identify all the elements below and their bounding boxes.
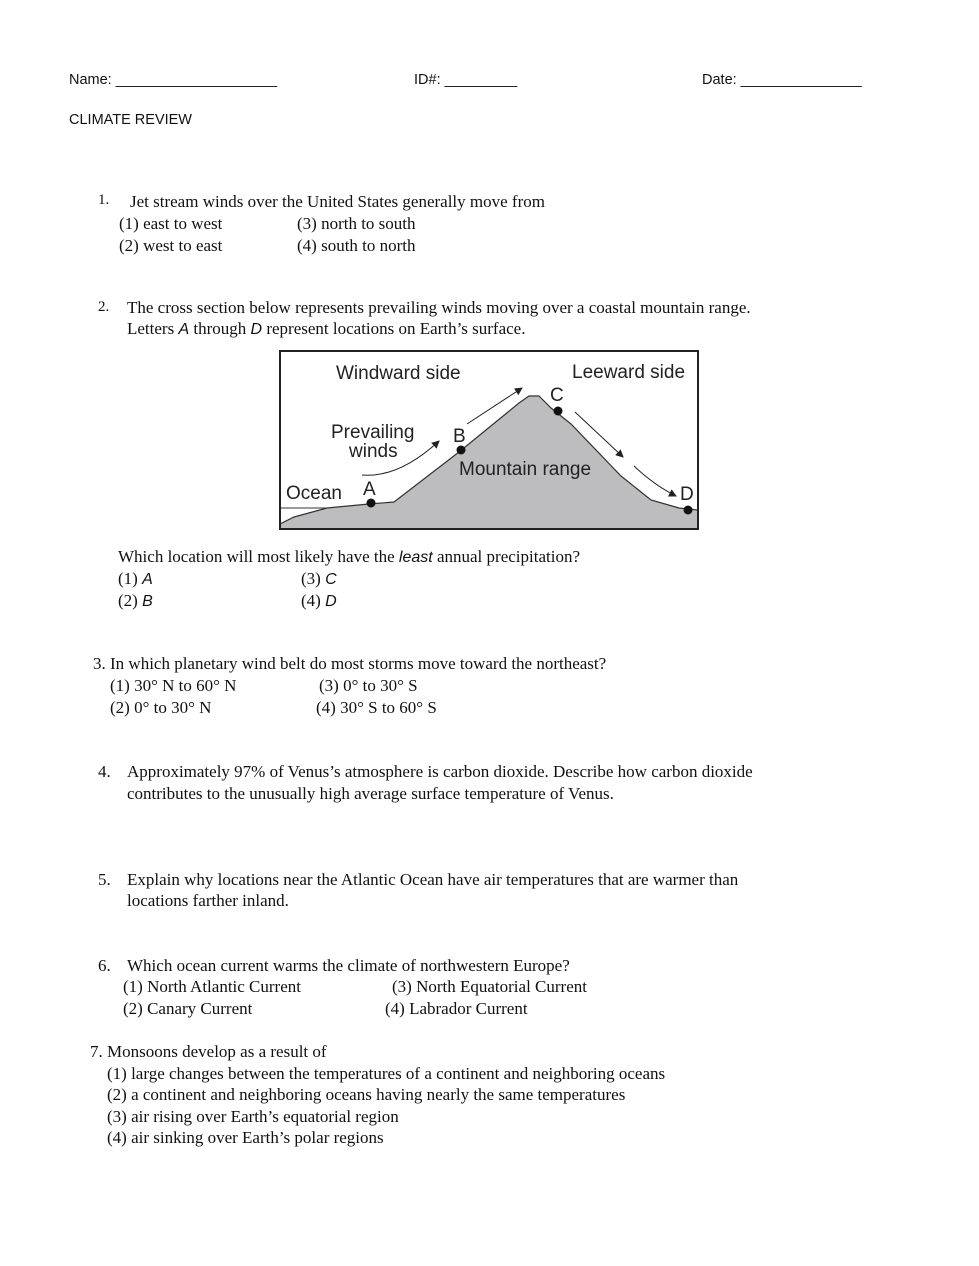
- q6-choice-1[interactable]: (1) North Atlantic Current: [123, 977, 301, 996]
- prevailing-label: Prevailing: [331, 422, 415, 443]
- q4-text-line2: contributes to the unusually high average surface temperature of Venus.: [127, 784, 614, 803]
- q7-choice-1[interactable]: (1) large changes between the temperatures of a continent and neighboring oceans: [107, 1064, 666, 1083]
- q6-text: Which ocean current warms the climate of northwestern Europe?: [127, 956, 570, 975]
- label-d: D: [680, 484, 694, 505]
- q7-choice-3[interactable]: (3) air rising over Earth’s equatorial region: [107, 1107, 399, 1126]
- q7-choice-4[interactable]: (4) air sinking over Earth’s polar regions: [107, 1128, 384, 1147]
- q2-text-line1: The cross section below represents prevailing winds moving over a coastal mountain range.: [127, 298, 751, 317]
- q2-choice-2[interactable]: (2) B: [118, 591, 153, 610]
- q1-choice-1[interactable]: (1) east to west: [119, 214, 223, 233]
- q5-text-line2: locations farther inland.: [127, 891, 289, 910]
- q6-choice-3[interactable]: (3) North Equatorial Current: [392, 977, 587, 996]
- q3-choice-4[interactable]: (4) 30° S to 60° S: [316, 698, 437, 717]
- q1-choice-3[interactable]: (3) north to south: [297, 214, 416, 233]
- q2-number: 2.: [98, 299, 110, 315]
- label-c: C: [550, 385, 564, 406]
- q3-choice-3[interactable]: (3) 0° to 30° S: [319, 676, 418, 695]
- mountain-cross-section-diagram: [279, 350, 699, 530]
- q2-choice-1[interactable]: (1) A: [118, 569, 153, 588]
- q2-text-line2: Letters A through D represent locations on Earth’s surface.: [127, 319, 526, 338]
- q3-text: 3. In which planetary wind belt do most storms move toward the northeast?: [93, 654, 607, 673]
- q1-choice-4[interactable]: (4) south to north: [297, 236, 416, 255]
- mountain-label: Mountain range: [459, 459, 592, 480]
- q7-choice-2[interactable]: (2) a continent and neighboring oceans having nearly the same temperatures: [107, 1085, 626, 1104]
- leeward-label: Leeward side: [572, 362, 686, 383]
- name-field[interactable]: Name: ____________________: [69, 72, 278, 88]
- q2-choice-3[interactable]: (3) C: [301, 569, 337, 588]
- label-b: B: [453, 426, 466, 447]
- windward-label: Windward side: [336, 363, 461, 384]
- id-field[interactable]: ID#: _________: [414, 72, 518, 88]
- q4-text-line1: Approximately 97% of Venus’s atmosphere is carbon dioxide. Describe how carbon dioxide: [127, 762, 753, 781]
- q2-question: Which location will most likely have the least annual precipitation?: [118, 547, 580, 566]
- point-d: [684, 506, 693, 515]
- q7-text: 7. Monsoons develop as a result of: [90, 1042, 327, 1061]
- q6-choice-2[interactable]: (2) Canary Current: [123, 999, 253, 1018]
- q3-choice-2[interactable]: (2) 0° to 30° N: [110, 698, 212, 717]
- point-c: [554, 407, 563, 416]
- date-field[interactable]: Date: _______________: [702, 72, 862, 88]
- q4-number: 4.: [98, 762, 111, 781]
- q3-choice-1[interactable]: (1) 30° N to 60° N: [110, 676, 237, 695]
- q1-choice-2[interactable]: (2) west to east: [119, 236, 223, 255]
- winds-label: winds: [349, 441, 398, 462]
- q1-text: Jet stream winds over the United States generally move from: [130, 192, 545, 211]
- q1-number: 1.: [98, 192, 110, 208]
- q5-number: 5.: [98, 870, 111, 889]
- ocean-label: Ocean: [286, 483, 342, 504]
- q2-choice-4[interactable]: (4) D: [301, 591, 337, 610]
- q6-number: 6.: [98, 956, 111, 975]
- label-a: A: [363, 479, 376, 500]
- q6-choice-4[interactable]: (4) Labrador Current: [385, 999, 528, 1018]
- worksheet-title: CLIMATE REVIEW: [69, 112, 192, 128]
- q5-text-line1: Explain why locations near the Atlantic Ocean have air temperatures that are warmer than: [127, 870, 739, 889]
